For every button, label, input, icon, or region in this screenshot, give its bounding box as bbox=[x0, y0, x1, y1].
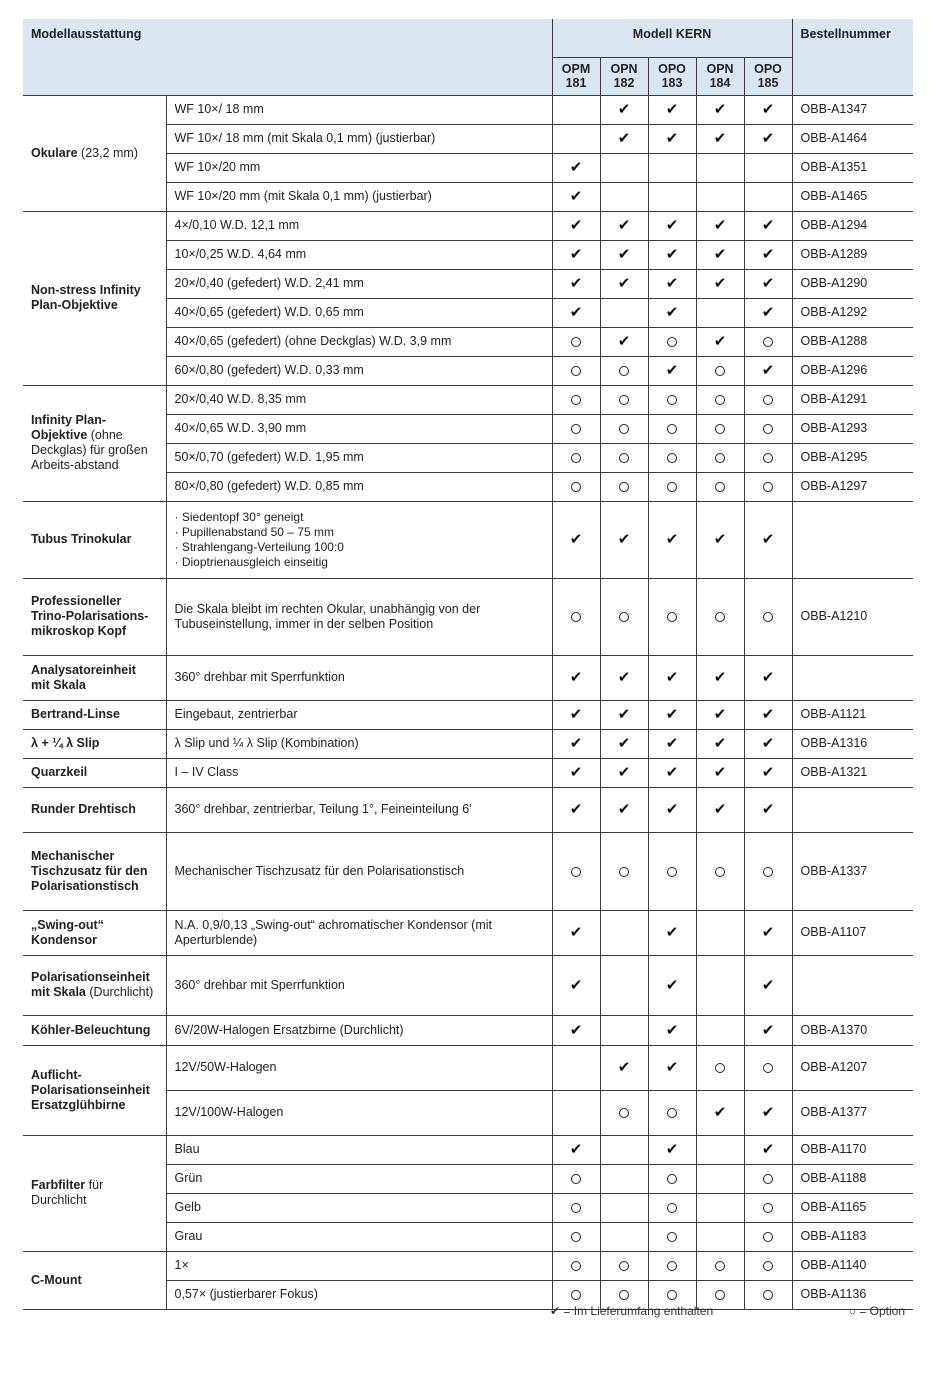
empty-cell bbox=[600, 1164, 648, 1193]
table-row bbox=[23, 1251, 913, 1280]
check-icon: ✔ bbox=[744, 758, 792, 787]
model-header-2: OPO 183 bbox=[648, 57, 696, 95]
option-circle-icon bbox=[744, 1045, 792, 1090]
empty-cell bbox=[696, 910, 744, 955]
check-icon: ✔ bbox=[744, 1015, 792, 1045]
order-number: OBB-A1347 bbox=[792, 95, 913, 124]
check-icon: ✔ bbox=[552, 955, 600, 1015]
check-icon: ✔ bbox=[552, 787, 600, 832]
check-icon: ✔ bbox=[648, 1135, 696, 1164]
group-title: Infinity Plan-Objektive bbox=[31, 413, 106, 442]
check-icon: ✔ bbox=[552, 729, 600, 758]
check-icon: ✔ bbox=[648, 124, 696, 153]
legend bbox=[23, 1304, 913, 1324]
table-row bbox=[23, 211, 913, 240]
check-icon: ✔ bbox=[600, 327, 648, 356]
equipment-table bbox=[23, 19, 913, 1310]
check-icon: ✔ bbox=[552, 910, 600, 955]
option-circle-icon bbox=[696, 1251, 744, 1280]
check-icon: ✔ bbox=[744, 269, 792, 298]
option-circle-icon bbox=[552, 385, 600, 414]
option-circle-icon bbox=[648, 472, 696, 501]
check-icon: ✔ bbox=[600, 729, 648, 758]
empty-cell bbox=[696, 1135, 744, 1164]
check-icon: ✔ bbox=[648, 787, 696, 832]
check-icon: ✔ bbox=[600, 501, 648, 578]
table-row bbox=[23, 1135, 913, 1164]
order-number: OBB-A1294 bbox=[792, 211, 913, 240]
row-description: 10×/0,25 W.D. 4,64 mm bbox=[166, 240, 552, 269]
row-group-label bbox=[23, 955, 166, 1015]
row-description: Grau bbox=[166, 1222, 552, 1251]
check-icon: ✔ bbox=[696, 729, 744, 758]
model-group-header: Modell KERN bbox=[552, 19, 792, 57]
check-icon: ✔ bbox=[744, 955, 792, 1015]
empty-cell bbox=[600, 955, 648, 1015]
order-number: OBB-A1210 bbox=[792, 578, 913, 655]
empty-cell bbox=[600, 1015, 648, 1045]
check-icon: ✔ bbox=[600, 240, 648, 269]
check-icon: ✔ bbox=[744, 1135, 792, 1164]
order-number: OBB-A1183 bbox=[792, 1222, 913, 1251]
option-circle-icon bbox=[744, 1222, 792, 1251]
order-number bbox=[792, 501, 913, 578]
order-number: OBB-A1321 bbox=[792, 758, 913, 787]
check-icon: ✔ bbox=[552, 240, 600, 269]
option-circle-icon bbox=[552, 414, 600, 443]
option-circle-icon bbox=[552, 578, 600, 655]
table-row bbox=[23, 955, 913, 1015]
order-number bbox=[792, 955, 913, 1015]
option-circle-icon bbox=[648, 414, 696, 443]
group-title: Tubus Trinokular bbox=[31, 532, 132, 546]
row-group-label bbox=[23, 758, 166, 787]
order-number: OBB-A1121 bbox=[792, 700, 913, 729]
option-circle-icon bbox=[744, 578, 792, 655]
row-description: 0,57× (justierbarer Fokus) bbox=[166, 1280, 552, 1309]
row-description: 40×/0,65 (gefedert) (ohne Deckglas) W.D. 3,9 mm bbox=[166, 327, 552, 356]
check-icon: ✔ bbox=[744, 1090, 792, 1135]
option-circle-icon bbox=[744, 1193, 792, 1222]
check-icon: ✔ bbox=[648, 356, 696, 385]
option-circle-icon bbox=[552, 1193, 600, 1222]
group-title: Bertrand-Linse bbox=[31, 707, 120, 721]
row-group-label bbox=[23, 832, 166, 910]
order-number: OBB-A1296 bbox=[792, 356, 913, 385]
group-title: Okulare bbox=[31, 145, 78, 160]
option-circle-icon bbox=[696, 443, 744, 472]
row-description: 4×/0,10 W.D. 12,1 mm bbox=[166, 211, 552, 240]
check-icon: ✔ bbox=[552, 211, 600, 240]
row-description: 50×/0,70 (gefedert) W.D. 1,95 mm bbox=[166, 443, 552, 472]
option-circle-icon bbox=[744, 443, 792, 472]
empty-cell bbox=[600, 1193, 648, 1222]
row-description: 60×/0,80 (gefedert) W.D. 0,33 mm bbox=[166, 356, 552, 385]
row-description: λ Slip und ¼ λ Slip (Kombination) bbox=[166, 729, 552, 758]
order-number: OBB-A1290 bbox=[792, 269, 913, 298]
description-item: · Strahlengang-Verteilung 100:0 bbox=[175, 540, 544, 555]
order-number: OBB-A1293 bbox=[792, 414, 913, 443]
check-icon: ✔ bbox=[696, 1090, 744, 1135]
table-row bbox=[23, 95, 913, 124]
check-icon: ✔ bbox=[648, 955, 696, 1015]
model-header-0: OPM 181 bbox=[552, 57, 600, 95]
option-circle-icon bbox=[696, 578, 744, 655]
empty-cell bbox=[696, 1193, 744, 1222]
legend-included: ✔ = Im Lieferumfang enthalten bbox=[550, 1304, 714, 1318]
check-icon: ✔ bbox=[696, 211, 744, 240]
table-row bbox=[23, 787, 913, 832]
check-icon: ✔ bbox=[744, 124, 792, 153]
option-circle-icon bbox=[600, 443, 648, 472]
group-title: Non-stress Infinity Plan-Objektive bbox=[31, 283, 141, 312]
check-icon: ✔ bbox=[744, 910, 792, 955]
check-icon: ✔ bbox=[696, 95, 744, 124]
option-circle-icon bbox=[552, 327, 600, 356]
option-circle-icon bbox=[696, 1045, 744, 1090]
check-icon: ✔ bbox=[600, 211, 648, 240]
check-icon: ✔ bbox=[600, 124, 648, 153]
row-group-label bbox=[23, 1045, 166, 1135]
check-icon: ✔ bbox=[648, 240, 696, 269]
check-icon: ✔ bbox=[552, 298, 600, 327]
empty-cell bbox=[600, 910, 648, 955]
order-number: OBB-A1337 bbox=[792, 832, 913, 910]
empty-cell bbox=[744, 182, 792, 211]
option-circle-icon bbox=[552, 1164, 600, 1193]
check-icon: ✔ bbox=[696, 655, 744, 700]
empty-cell bbox=[696, 182, 744, 211]
check-icon: ✔ bbox=[648, 298, 696, 327]
option-circle-icon bbox=[552, 472, 600, 501]
check-icon: ✔ bbox=[648, 269, 696, 298]
empty-cell bbox=[552, 124, 600, 153]
group-title: Analysatoreinheit mit Skala bbox=[31, 662, 136, 692]
check-icon: ✔ bbox=[696, 124, 744, 153]
spec-table-wrapper bbox=[23, 19, 913, 1310]
empty-cell bbox=[552, 95, 600, 124]
option-circle-icon bbox=[600, 356, 648, 385]
order-number: OBB-A1188 bbox=[792, 1164, 913, 1193]
row-description: 80×/0,80 (gefedert) W.D. 0,85 mm bbox=[166, 472, 552, 501]
group-subtitle: (Durchlicht) bbox=[89, 985, 154, 999]
order-number bbox=[792, 787, 913, 832]
option-circle-icon bbox=[600, 385, 648, 414]
order-number: OBB-A1136 bbox=[792, 1280, 913, 1309]
check-icon: ✔ bbox=[552, 758, 600, 787]
check-icon: ✔ bbox=[696, 240, 744, 269]
check-icon: ✔ bbox=[696, 501, 744, 578]
check-icon: ✔ bbox=[744, 356, 792, 385]
row-group-label bbox=[23, 787, 166, 832]
row-description: WF 10×/ 18 mm bbox=[166, 95, 552, 124]
option-circle-icon bbox=[552, 1222, 600, 1251]
option-circle-icon bbox=[744, 1251, 792, 1280]
check-icon: ✔ bbox=[552, 1135, 600, 1164]
row-group-label bbox=[23, 211, 166, 385]
empty-cell bbox=[696, 1164, 744, 1193]
check-icon: ✔ bbox=[552, 182, 600, 211]
check-icon: ✔ bbox=[648, 1015, 696, 1045]
empty-cell bbox=[696, 1222, 744, 1251]
group-title: Farbfilter bbox=[31, 1178, 86, 1192]
check-icon: ✔ bbox=[744, 787, 792, 832]
option-circle-icon bbox=[552, 832, 600, 910]
empty-cell bbox=[696, 955, 744, 1015]
order-number: OBB-A1464 bbox=[792, 124, 913, 153]
check-icon: ✔ bbox=[648, 211, 696, 240]
empty-cell bbox=[648, 182, 696, 211]
row-description: 1× bbox=[166, 1251, 552, 1280]
row-description: I – IV Class bbox=[166, 758, 552, 787]
order-number: OBB-A1295 bbox=[792, 443, 913, 472]
check-icon: ✔ bbox=[744, 240, 792, 269]
option-circle-icon bbox=[648, 443, 696, 472]
empty-cell bbox=[696, 298, 744, 327]
order-number: OBB-A1370 bbox=[792, 1015, 913, 1045]
row-description: WF 10×/ 18 mm (mit Skala 0,1 mm) (justierbar) bbox=[166, 124, 552, 153]
group-title: Runder Drehtisch bbox=[31, 802, 136, 816]
row-description: Grün bbox=[166, 1164, 552, 1193]
order-number: OBB-A1289 bbox=[792, 240, 913, 269]
check-icon: ✔ bbox=[744, 95, 792, 124]
option-circle-icon bbox=[600, 832, 648, 910]
group-title: λ + ¼ λ Slip bbox=[31, 736, 100, 750]
option-circle-icon bbox=[552, 356, 600, 385]
check-icon: ✔ bbox=[552, 700, 600, 729]
row-group-label bbox=[23, 385, 166, 501]
order-number: OBB-A1297 bbox=[792, 472, 913, 501]
group-title: Mechanischer Tischzusatz für den Polarisationstisch bbox=[31, 848, 148, 893]
order-number: OBB-A1165 bbox=[792, 1193, 913, 1222]
option-circle-icon bbox=[744, 832, 792, 910]
row-description: 360° drehbar mit Sperrfunktion bbox=[166, 955, 552, 1015]
row-group-label bbox=[23, 1135, 166, 1251]
description-item: · Dioptrienausgleich einseitig bbox=[175, 555, 544, 570]
table-row bbox=[23, 1015, 913, 1045]
row-description: 360° drehbar mit Sperrfunktion bbox=[166, 655, 552, 700]
empty-cell bbox=[600, 182, 648, 211]
order-number: OBB-A1291 bbox=[792, 385, 913, 414]
row-group-label bbox=[23, 655, 166, 700]
check-icon: ✔ bbox=[648, 700, 696, 729]
row-group-label bbox=[23, 95, 166, 211]
model-header-4: OPO 185 bbox=[744, 57, 792, 95]
check-icon: ✔ bbox=[600, 655, 648, 700]
check-icon: ✔ bbox=[696, 787, 744, 832]
order-number: OBB-A1207 bbox=[792, 1045, 913, 1090]
check-icon: ✔ bbox=[552, 269, 600, 298]
empty-cell bbox=[648, 153, 696, 182]
option-circle-icon bbox=[552, 1251, 600, 1280]
description-item: · Siedentopf 30° geneigt bbox=[175, 510, 544, 525]
option-circle-icon bbox=[648, 578, 696, 655]
order-number: OBB-A1292 bbox=[792, 298, 913, 327]
order-number: OBB-A1377 bbox=[792, 1090, 913, 1135]
group-subtitle: für Durchlicht bbox=[31, 1178, 104, 1207]
option-circle-icon bbox=[648, 1222, 696, 1251]
option-circle-icon bbox=[600, 414, 648, 443]
empty-cell bbox=[696, 153, 744, 182]
option-circle-icon bbox=[696, 414, 744, 443]
table-row bbox=[23, 832, 913, 910]
option-circle-icon bbox=[648, 1193, 696, 1222]
order-column-header: Bestellnummer bbox=[792, 19, 913, 95]
row-description: Die Skala bleibt im rechten Okular, unabhängig von der Tubuseinstellung, immer in der selben Position bbox=[166, 578, 552, 655]
option-circle-icon bbox=[744, 1164, 792, 1193]
row-description: Eingebaut, zentrierbar bbox=[166, 700, 552, 729]
option-circle-icon bbox=[648, 1251, 696, 1280]
table-header bbox=[23, 19, 913, 95]
group-title: Köhler-Beleuchtung bbox=[31, 1022, 151, 1037]
check-icon: ✔ bbox=[648, 910, 696, 955]
group-title: Professioneller Trino-Polarisations-mikroskop Kopf bbox=[31, 594, 149, 638]
table-row bbox=[23, 910, 913, 955]
empty-cell bbox=[600, 1222, 648, 1251]
order-number: OBB-A1107 bbox=[792, 910, 913, 955]
option-circle-icon bbox=[744, 414, 792, 443]
check-icon: ✔ bbox=[648, 501, 696, 578]
table-row bbox=[23, 578, 913, 655]
row-group-label bbox=[23, 1251, 166, 1309]
table-row bbox=[23, 1045, 913, 1090]
option-circle-icon bbox=[552, 443, 600, 472]
table-row bbox=[23, 655, 913, 700]
row-description: WF 10×/20 mm (mit Skala 0,1 mm) (justierbar) bbox=[166, 182, 552, 211]
order-number: OBB-A1465 bbox=[792, 182, 913, 211]
empty-cell bbox=[552, 1045, 600, 1090]
check-icon: ✔ bbox=[600, 1045, 648, 1090]
option-circle-icon bbox=[648, 1090, 696, 1135]
row-description: 20×/0,40 (gefedert) W.D. 2,41 mm bbox=[166, 269, 552, 298]
table-row bbox=[23, 501, 913, 578]
row-description: 12V/100W-Halogen bbox=[166, 1090, 552, 1135]
empty-cell bbox=[600, 298, 648, 327]
group-title: Polarisationseinheit mit Skala bbox=[31, 970, 150, 999]
check-icon: ✔ bbox=[552, 1015, 600, 1045]
option-circle-icon bbox=[744, 472, 792, 501]
check-icon: ✔ bbox=[552, 153, 600, 182]
check-icon: ✔ bbox=[744, 655, 792, 700]
empty-cell bbox=[744, 153, 792, 182]
row-description: 40×/0,65 W.D. 3,90 mm bbox=[166, 414, 552, 443]
check-icon: ✔ bbox=[600, 700, 648, 729]
row-description: 12V/50W-Halogen bbox=[166, 1045, 552, 1090]
check-icon: ✔ bbox=[648, 1045, 696, 1090]
check-icon: ✔ bbox=[600, 758, 648, 787]
empty-cell bbox=[552, 1090, 600, 1135]
legend-option: ○ = Option bbox=[848, 1304, 905, 1318]
option-circle-icon bbox=[600, 578, 648, 655]
order-number bbox=[792, 655, 913, 700]
row-group-label bbox=[23, 729, 166, 758]
check-icon: ✔ bbox=[696, 269, 744, 298]
group-title: Quarzkeil bbox=[31, 765, 88, 779]
check-icon: ✔ bbox=[648, 655, 696, 700]
row-group-label bbox=[23, 578, 166, 655]
row-group-label bbox=[23, 1015, 166, 1045]
check-icon: ✔ bbox=[600, 787, 648, 832]
row-group-label bbox=[23, 700, 166, 729]
option-circle-icon bbox=[696, 472, 744, 501]
empty-cell bbox=[696, 1015, 744, 1045]
option-circle-icon bbox=[696, 832, 744, 910]
option-circle-icon bbox=[648, 1164, 696, 1193]
row-description: 6V/20W-Halogen Ersatzbirne (Durchlicht) bbox=[166, 1015, 552, 1045]
group-subtitle: (ohne Deckglas) für großen Arbeits-abstand bbox=[31, 428, 148, 472]
description-item: · Pupillenabstand 50 – 75 mm bbox=[175, 525, 544, 540]
option-circle-icon bbox=[648, 327, 696, 356]
check-icon: ✔ bbox=[552, 655, 600, 700]
option-circle-icon bbox=[648, 385, 696, 414]
row-description bbox=[166, 501, 552, 578]
group-subtitle: (23,2 mm) bbox=[81, 145, 138, 160]
order-number: OBB-A1288 bbox=[792, 327, 913, 356]
option-circle-icon bbox=[696, 356, 744, 385]
option-circle-icon bbox=[744, 385, 792, 414]
model-header-1: OPN 182 bbox=[600, 57, 648, 95]
order-number: OBB-A1140 bbox=[792, 1251, 913, 1280]
row-group-label bbox=[23, 910, 166, 955]
row-description: N.A. 0,9/0,13 „Swing-out“ achromatischer Kondensor (mit Aperturblende) bbox=[166, 910, 552, 955]
check-icon: ✔ bbox=[744, 298, 792, 327]
check-icon: ✔ bbox=[744, 211, 792, 240]
order-number: OBB-A1170 bbox=[792, 1135, 913, 1164]
option-circle-icon bbox=[696, 385, 744, 414]
row-description: Mechanischer Tischzusatz für den Polarisationstisch bbox=[166, 832, 552, 910]
order-number: OBB-A1316 bbox=[792, 729, 913, 758]
row-description: Gelb bbox=[166, 1193, 552, 1222]
check-icon: ✔ bbox=[648, 729, 696, 758]
group-title: C-Mount bbox=[31, 1272, 82, 1287]
group-title: „Swing-out“ Kondensor bbox=[31, 917, 104, 947]
group-title: Auflicht-Polarisationseinheit Ersatzglühbirne bbox=[31, 1067, 150, 1112]
check-icon: ✔ bbox=[744, 700, 792, 729]
check-icon: ✔ bbox=[744, 501, 792, 578]
row-description: 40×/0,65 (gefedert) W.D. 0,65 mm bbox=[166, 298, 552, 327]
check-icon: ✔ bbox=[696, 327, 744, 356]
empty-cell bbox=[600, 153, 648, 182]
option-circle-icon bbox=[600, 1251, 648, 1280]
row-description: WF 10×/20 mm bbox=[166, 153, 552, 182]
feature-column-header: Modellausstattung bbox=[23, 19, 552, 95]
option-circle-icon bbox=[648, 832, 696, 910]
check-icon: ✔ bbox=[600, 269, 648, 298]
order-number: OBB-A1351 bbox=[792, 153, 913, 182]
model-header-3: OPN 184 bbox=[696, 57, 744, 95]
empty-cell bbox=[600, 1135, 648, 1164]
option-circle-icon bbox=[744, 327, 792, 356]
table-row bbox=[23, 758, 913, 787]
check-icon: ✔ bbox=[648, 95, 696, 124]
check-icon: ✔ bbox=[552, 501, 600, 578]
check-icon: ✔ bbox=[696, 700, 744, 729]
row-description: Blau bbox=[166, 1135, 552, 1164]
check-icon: ✔ bbox=[648, 758, 696, 787]
check-icon: ✔ bbox=[744, 729, 792, 758]
table-row bbox=[23, 729, 913, 758]
row-description: 20×/0,40 W.D. 8,35 mm bbox=[166, 385, 552, 414]
row-group-label bbox=[23, 501, 166, 578]
table-row bbox=[23, 385, 913, 414]
table-row bbox=[23, 700, 913, 729]
option-circle-icon bbox=[600, 472, 648, 501]
check-icon: ✔ bbox=[696, 758, 744, 787]
option-circle-icon bbox=[600, 1090, 648, 1135]
row-description: 360° drehbar, zentrierbar, Teilung 1°, Feineinteilung 6' bbox=[166, 787, 552, 832]
check-icon: ✔ bbox=[600, 95, 648, 124]
